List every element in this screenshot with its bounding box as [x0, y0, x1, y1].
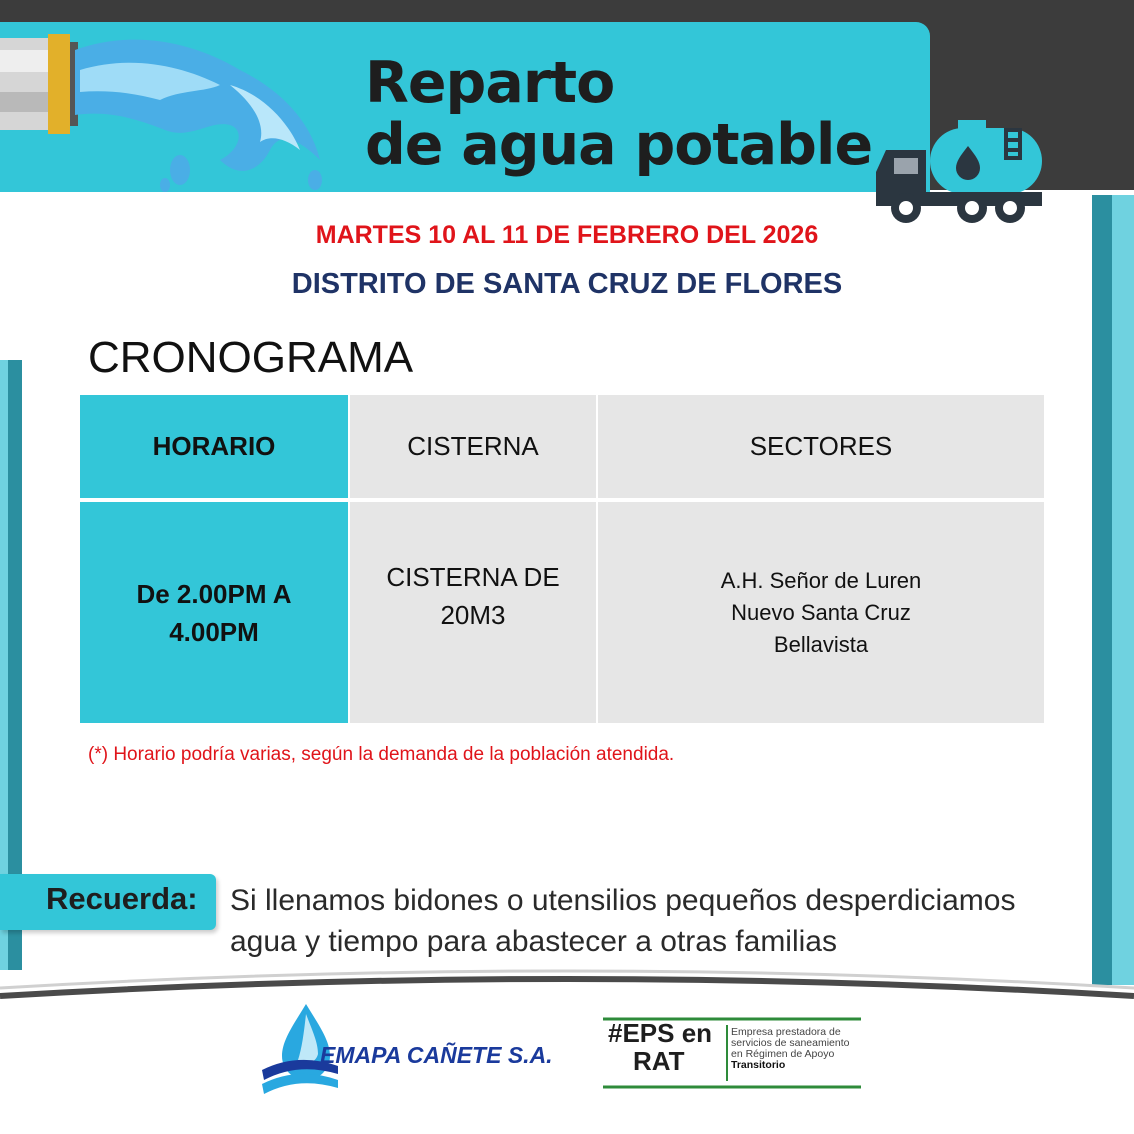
- header-horario: HORARIO: [80, 395, 348, 498]
- title-line-1: Reparto: [365, 50, 615, 116]
- sector-item: Nuevo Santa Cruz: [731, 599, 911, 625]
- sector-item: A.H. Señor de Luren: [720, 567, 922, 593]
- horario-line-1: De 2.00PM A: [136, 578, 292, 609]
- eps-description: [731, 1027, 871, 1071]
- reminder-label: Recuerda:: [46, 881, 198, 916]
- reminder-line-2: agua y tiempo para abastecer a otras familias: [230, 925, 837, 958]
- eps-desc-line: servicios de saneamiento: [731, 1037, 850, 1049]
- header-sectores: SECTORES: [598, 395, 1044, 498]
- right-frame-accent: [1112, 195, 1134, 985]
- cell-cisterna: [350, 502, 596, 723]
- district-name: DISTRITO DE SANTA CRUZ DE FLORES: [291, 268, 843, 300]
- eps-tag-line-1: #EPS en: [608, 1018, 713, 1048]
- cell-sectores: [598, 502, 1044, 723]
- eps-desc-line: Empresa prestadora de: [731, 1026, 841, 1038]
- page-title: [365, 52, 872, 176]
- horario-line-2: 4.00PM: [169, 616, 259, 647]
- title-line-2: de agua potable: [365, 112, 873, 178]
- date-range: MARTES 10 AL 11 DE FEBRERO DEL 2026: [315, 221, 819, 249]
- water-splash-icon: [70, 30, 340, 200]
- cisterna-line-2: 20M3: [440, 600, 506, 630]
- reminder-text: [230, 880, 1080, 962]
- water-truck-icon: [868, 120, 1050, 230]
- emapa-name: EMAPA CAÑETE S.A.: [320, 1042, 553, 1068]
- reminder-line-1: Si llenamos bidones o utensilios pequeños desperdiciamos: [230, 884, 1016, 917]
- sector-item: Bellavista: [773, 631, 869, 657]
- cell-horario: [80, 502, 348, 723]
- eps-tag-line-2: RAT: [633, 1046, 685, 1076]
- eps-desc-line: Transitorio: [731, 1059, 786, 1071]
- footer-divider: [0, 968, 1134, 1008]
- cisterna-line-1: CISTERNA DE: [386, 562, 560, 592]
- schedule-note: (*) Horario podría varias, según la demanda de la población atendida.: [88, 744, 675, 765]
- schedule-title: CRONOGRAMA: [88, 333, 414, 382]
- header-cisterna: CISTERNA: [350, 395, 596, 498]
- eps-desc-line: en Régimen de Apoyo: [731, 1048, 835, 1060]
